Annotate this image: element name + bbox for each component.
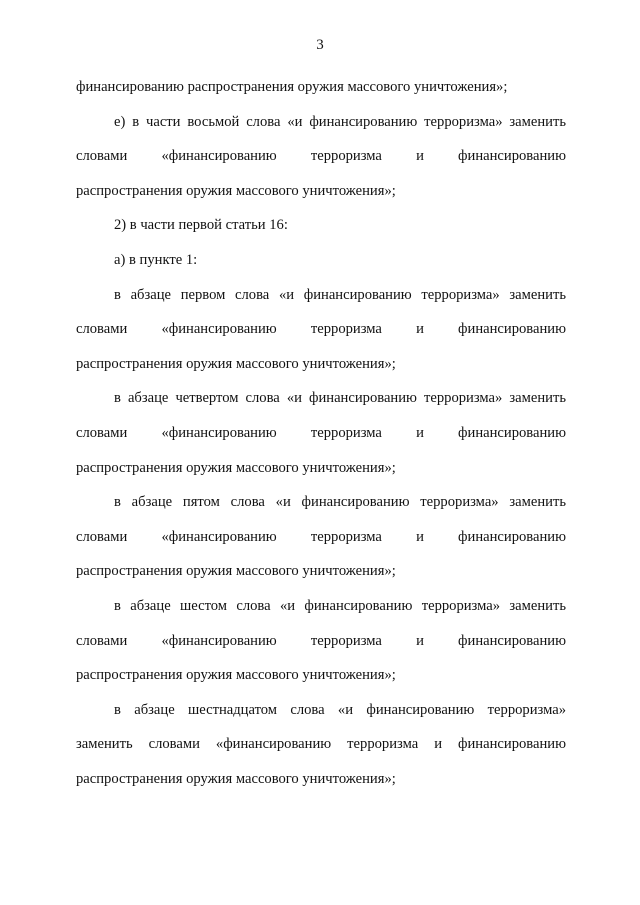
text-line: распространения оружия массового уничтожения»; bbox=[76, 182, 396, 199]
text-line: словами «финансированию терроризма и финансированию bbox=[76, 321, 566, 338]
page-number: 3 bbox=[316, 37, 324, 53]
text-line: 2) в части первой статьи 16: bbox=[114, 217, 288, 234]
text-line: распространения оружия массового уничтожения»; bbox=[76, 355, 396, 372]
text-line: в абзаце четвертом слова «и финансированию терроризма» заменить bbox=[114, 390, 566, 407]
text-line: распространения оружия массового уничтожения»; bbox=[76, 770, 396, 787]
text-line: в абзаце первом слова «и финансированию терроризма» заменить bbox=[114, 286, 566, 303]
text-line: распространения оружия массового уничтожения»; bbox=[76, 563, 396, 580]
text-line: в абзаце шестом слова «и финансированию терроризма» заменить bbox=[114, 597, 566, 614]
text-line: словами «финансированию терроризма и финансированию bbox=[76, 528, 566, 545]
text-line: в абзаце пятом слова «и финансированию терроризма» заменить bbox=[114, 494, 566, 511]
text-line: распространения оружия массового уничтожения»; bbox=[76, 667, 396, 684]
text-line: словами «финансированию терроризма и финансированию bbox=[76, 632, 566, 649]
text-line: а) в пункте 1: bbox=[114, 251, 198, 268]
text-line: заменить словами «финансированию терроризма и финансированию bbox=[76, 736, 566, 753]
text-line: словами «финансированию терроризма и финансированию bbox=[76, 424, 566, 441]
text-line: словами «финансированию терроризма и финансированию bbox=[76, 148, 566, 165]
document-body bbox=[76, 70, 566, 796]
text-line: финансированию распространения оружия массового уничтожения»; bbox=[76, 79, 508, 95]
text-line: распространения оружия массового уничтожения»; bbox=[76, 459, 396, 476]
text-line: е) в части восьмой слова «и финансированию терроризма» заменить bbox=[114, 113, 566, 130]
text-line: в абзаце шестнадцатом слова «и финансированию терроризма» bbox=[114, 701, 566, 718]
